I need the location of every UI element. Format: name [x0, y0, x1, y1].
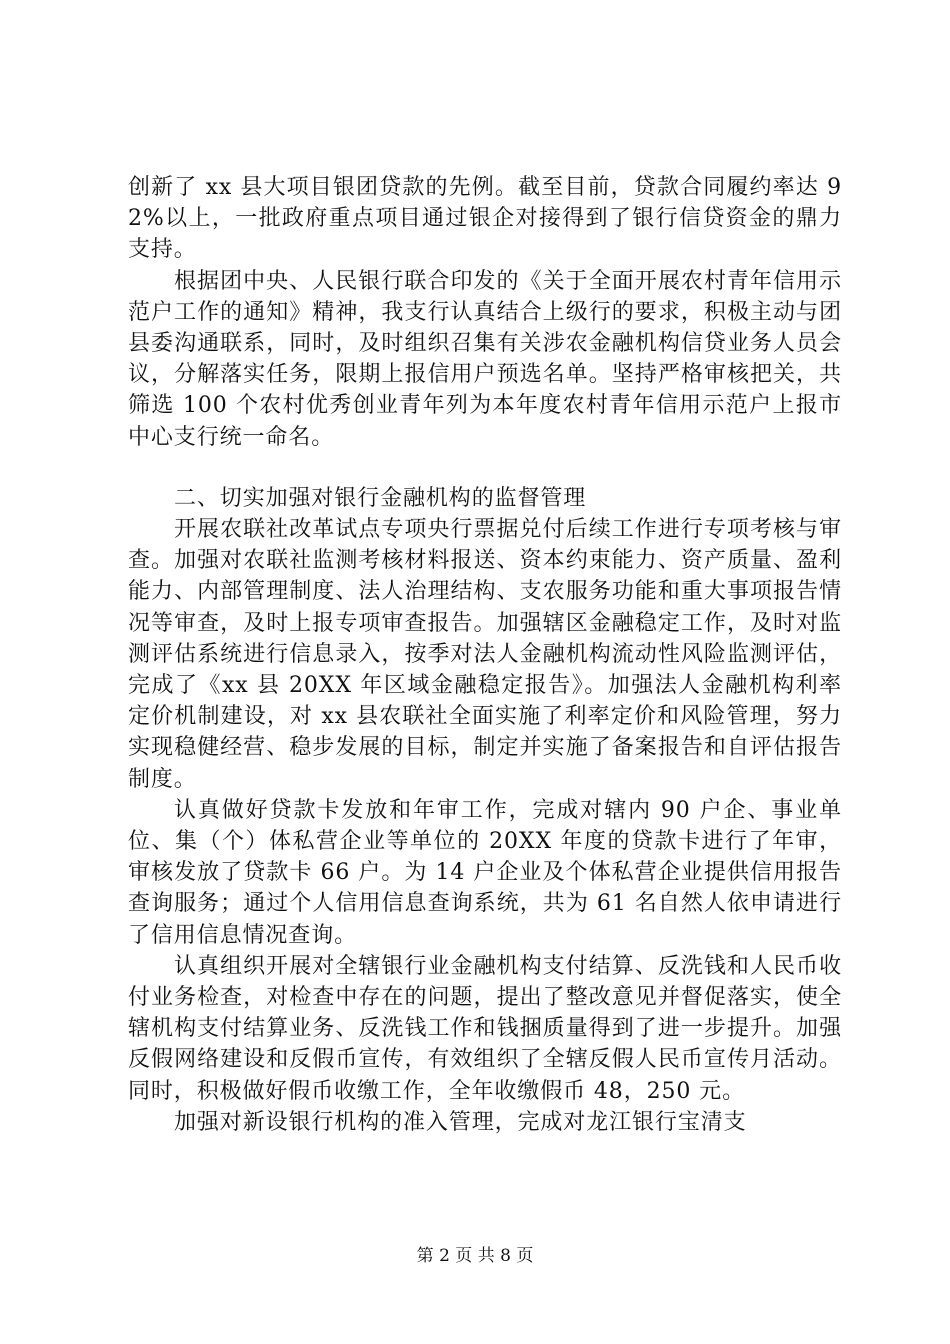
- paragraph-payment-inspection: 认真组织开展对全辖银行业金融机构支付结算、反洗钱和人民币收付业务检查，对检查中存在的问题，提出了整改意见并督促落实，使全辖机构支付结算业务、反洗钱工作和钱捆质量得到了进一步提升。加强反假网络建设和反假币宣传，有效组织了全辖反假人民币宣传月活动。同时，积极做好假币收缴工作，全年收缴假币 48，250 元。: [128, 953, 842, 1104]
- paragraph-loan-card: 认真做好贷款卡发放和年审工作，完成对辖内 90 户企、事业单位、集（个）体私营企业等单位的 20XX 年度的贷款卡进行了年审，审核发放了贷款卡 66 户。为 14 户企业及个体私营企业提供信用报告查询服务；通过个人信用信息查询系统，共为 61 名自然人依申请进行了信用信息情况查询。: [128, 797, 842, 948]
- paragraph-continued: 创新了 xx 县大项目银团贷款的先例。截至目前，贷款合同履约率达 92%以上，一批政府重点项目通过银企对接得到了银行信贷资金的鼎力支持。: [128, 175, 842, 263]
- document-body: [128, 172, 842, 1138]
- paragraph-new-institution: 加强对新设银行机构的准入管理，完成对龙江银行宝清支: [174, 1109, 747, 1135]
- page-number-footer: 第 2 页 共 8 页: [416, 1246, 534, 1266]
- section-heading: 二、切实加强对银行金融机构的监督管理: [174, 485, 587, 511]
- paragraph-supervision: 开展农联社改革试点专项央行票据兑付后续工作进行专项考核与审查。加强对农联社监测考核材料报送、资本约束能力、资产质量、盈利能力、内部管理制度、法人治理结构、支农服务功能和重大事项报告情况等审查，及时上报专项审查报告。加强辖区金融稳定工作，及时对监测评估系统进行信息录入，按季对法人金融机构流动性风险监测评估，完成了《xx 县 20XX 年区域金融稳定报告》。加强法人金融机构利率定价机制建设，对 xx 县农联社全面实施了利率定价和风险管理，努力实现稳健经营、稳步发展的目标，制定并实施了备案报告和自评估报告制度。: [128, 517, 842, 792]
- paragraph-youth-credit: 根据团中央、人民银行联合印发的《关于全面开展农村青年信用示范户工作的通知》精神，我支行认真结合上级行的要求，积极主动与团县委沟通联系，同时，及时组织召集有关涉农金融机构信贷业务人员会议，分解落实任务，限期上报信用户预选名单。坚持严格审核把关，共筛选 100 个农村优秀创业青年列为本年度农村青年信用示范户上报市中心支行统一命名。: [128, 268, 842, 450]
